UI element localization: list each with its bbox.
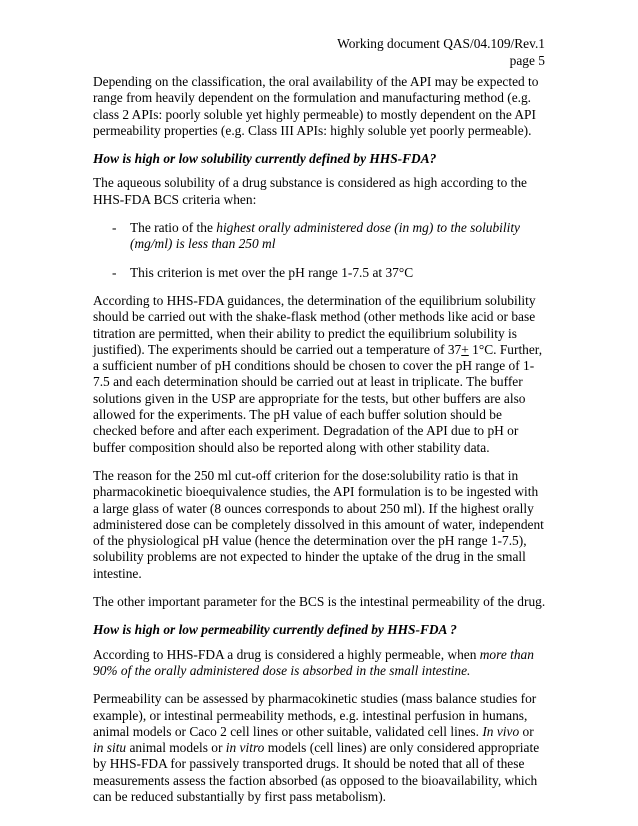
text-run: According to HHS-FDA guidances, the determination of the equilibrium solubility should be carried out with the shake-flask method (other methods like acid or base titration are permitted, when their ability to predict the equilibrium solubility is justified). The experiments should be carried out a temperature of 37	[93, 292, 536, 357]
text-emphasis: In vivo	[482, 723, 520, 739]
bullet-dash: -	[112, 264, 117, 280]
text-run: Permeability can be assessed by pharmacokinetic studies (mass balance studies for example), or intestinal permeability methods, e.g. intestinal perfusion in humans, animal models or Caco 2 cell lines or other suitable, validated cell lines.	[93, 691, 537, 739]
bullet-text-emphasis: highest orally administered dose (in mg) to the solubility (mg/ml) is less than 250 ml	[130, 220, 520, 252]
heading-permeability: How is high or low permeability currently defined by HHS-FDA ?	[93, 622, 457, 638]
document-reference: Working document QAS/04.109/Rev.1	[337, 36, 545, 51]
page-number: page 5	[509, 53, 545, 68]
paragraph-solubility-criteria: The aqueous solubility of a drug substance is considered as high according to the HHS-FDA BCS criteria when:	[93, 175, 527, 207]
text-run: According to HHS-FDA a drug is considered a highly permeable, when	[93, 646, 480, 662]
paragraph-classification: Depending on the classification, the oral availability of the API may be expected to range from heavily dependent on the formulation and manufacturing method (e.g. class 2 APIs: poorly soluble yet highly permeable) to mostly dependent on the API permeability properties (e.g. Class III APIs: highly soluble yet poorly permeable).	[93, 74, 539, 138]
text-emphasis: in situ	[93, 740, 127, 756]
list-item	[93, 220, 547, 253]
paragraph-cutoff-reason: The reason for the 250 ml cut-off criterion for the dose:solubility ratio is that in pharmacokinetic bioequivalence studies, the API formulation is to be ingested with a large glass of water (8 ounces corresponds to about 250 ml). If the highest orally administered dose can be completely dissolved in this amount of water, independent of the physiological pH value (hence the determination over the pH range 1-7.5), solubility problems are not expected to hinder the uptake of the drug in the small intestine.	[93, 467, 544, 581]
text-run: or	[519, 723, 534, 739]
text-run: models (cell lines) are only considered appropriate by HHS-FDA for passively transported drugs. It should be noted that all of these measurements assess the faction absorbed (as opposed to the bioavailability, which can be reduced substantially by first pass metabolism).	[93, 740, 540, 804]
bullet-text: This criterion is met over the pH range 1-7.5 at 37°C	[130, 264, 414, 280]
document-body	[93, 74, 547, 817]
text-run: animal models or	[126, 740, 226, 756]
text-run: 1°C. Further, a sufficient number of pH conditions should be chosen to cover the pH range of 1-7.5 and each determination should be carried out at least in triplicate. The buffer solutions given in the USP are appropriate for the tests, but other buffers are also allowed for the experiments. The pH value of each buffer solution should be checked before and after each experiment. Degradation of the API due to pH or buffer composition should also be reported along with other stability data.	[93, 341, 543, 455]
text-emphasis: more than 90% of the orally administered dose is absorbed in the small intestine.	[93, 646, 534, 678]
heading-solubility: How is high or low solubility currently defined by HHS-FDA?	[93, 151, 437, 167]
paragraph-permeability-definition	[93, 647, 547, 680]
bullet-text	[130, 220, 547, 253]
paragraph-shake-flask	[93, 293, 547, 456]
page-header	[337, 35, 545, 69]
list-item	[93, 265, 547, 281]
paragraph-permeability-methods	[93, 691, 547, 805]
text-emphasis: in vitro	[225, 740, 265, 756]
bullet-text-plain: The ratio of the	[130, 220, 217, 236]
plus-minus-sign: +	[461, 341, 469, 357]
bullet-dash: -	[112, 220, 117, 236]
paragraph-permeability-intro: The other important parameter for the BCS is the intestinal permeability of the drug.	[93, 594, 546, 610]
